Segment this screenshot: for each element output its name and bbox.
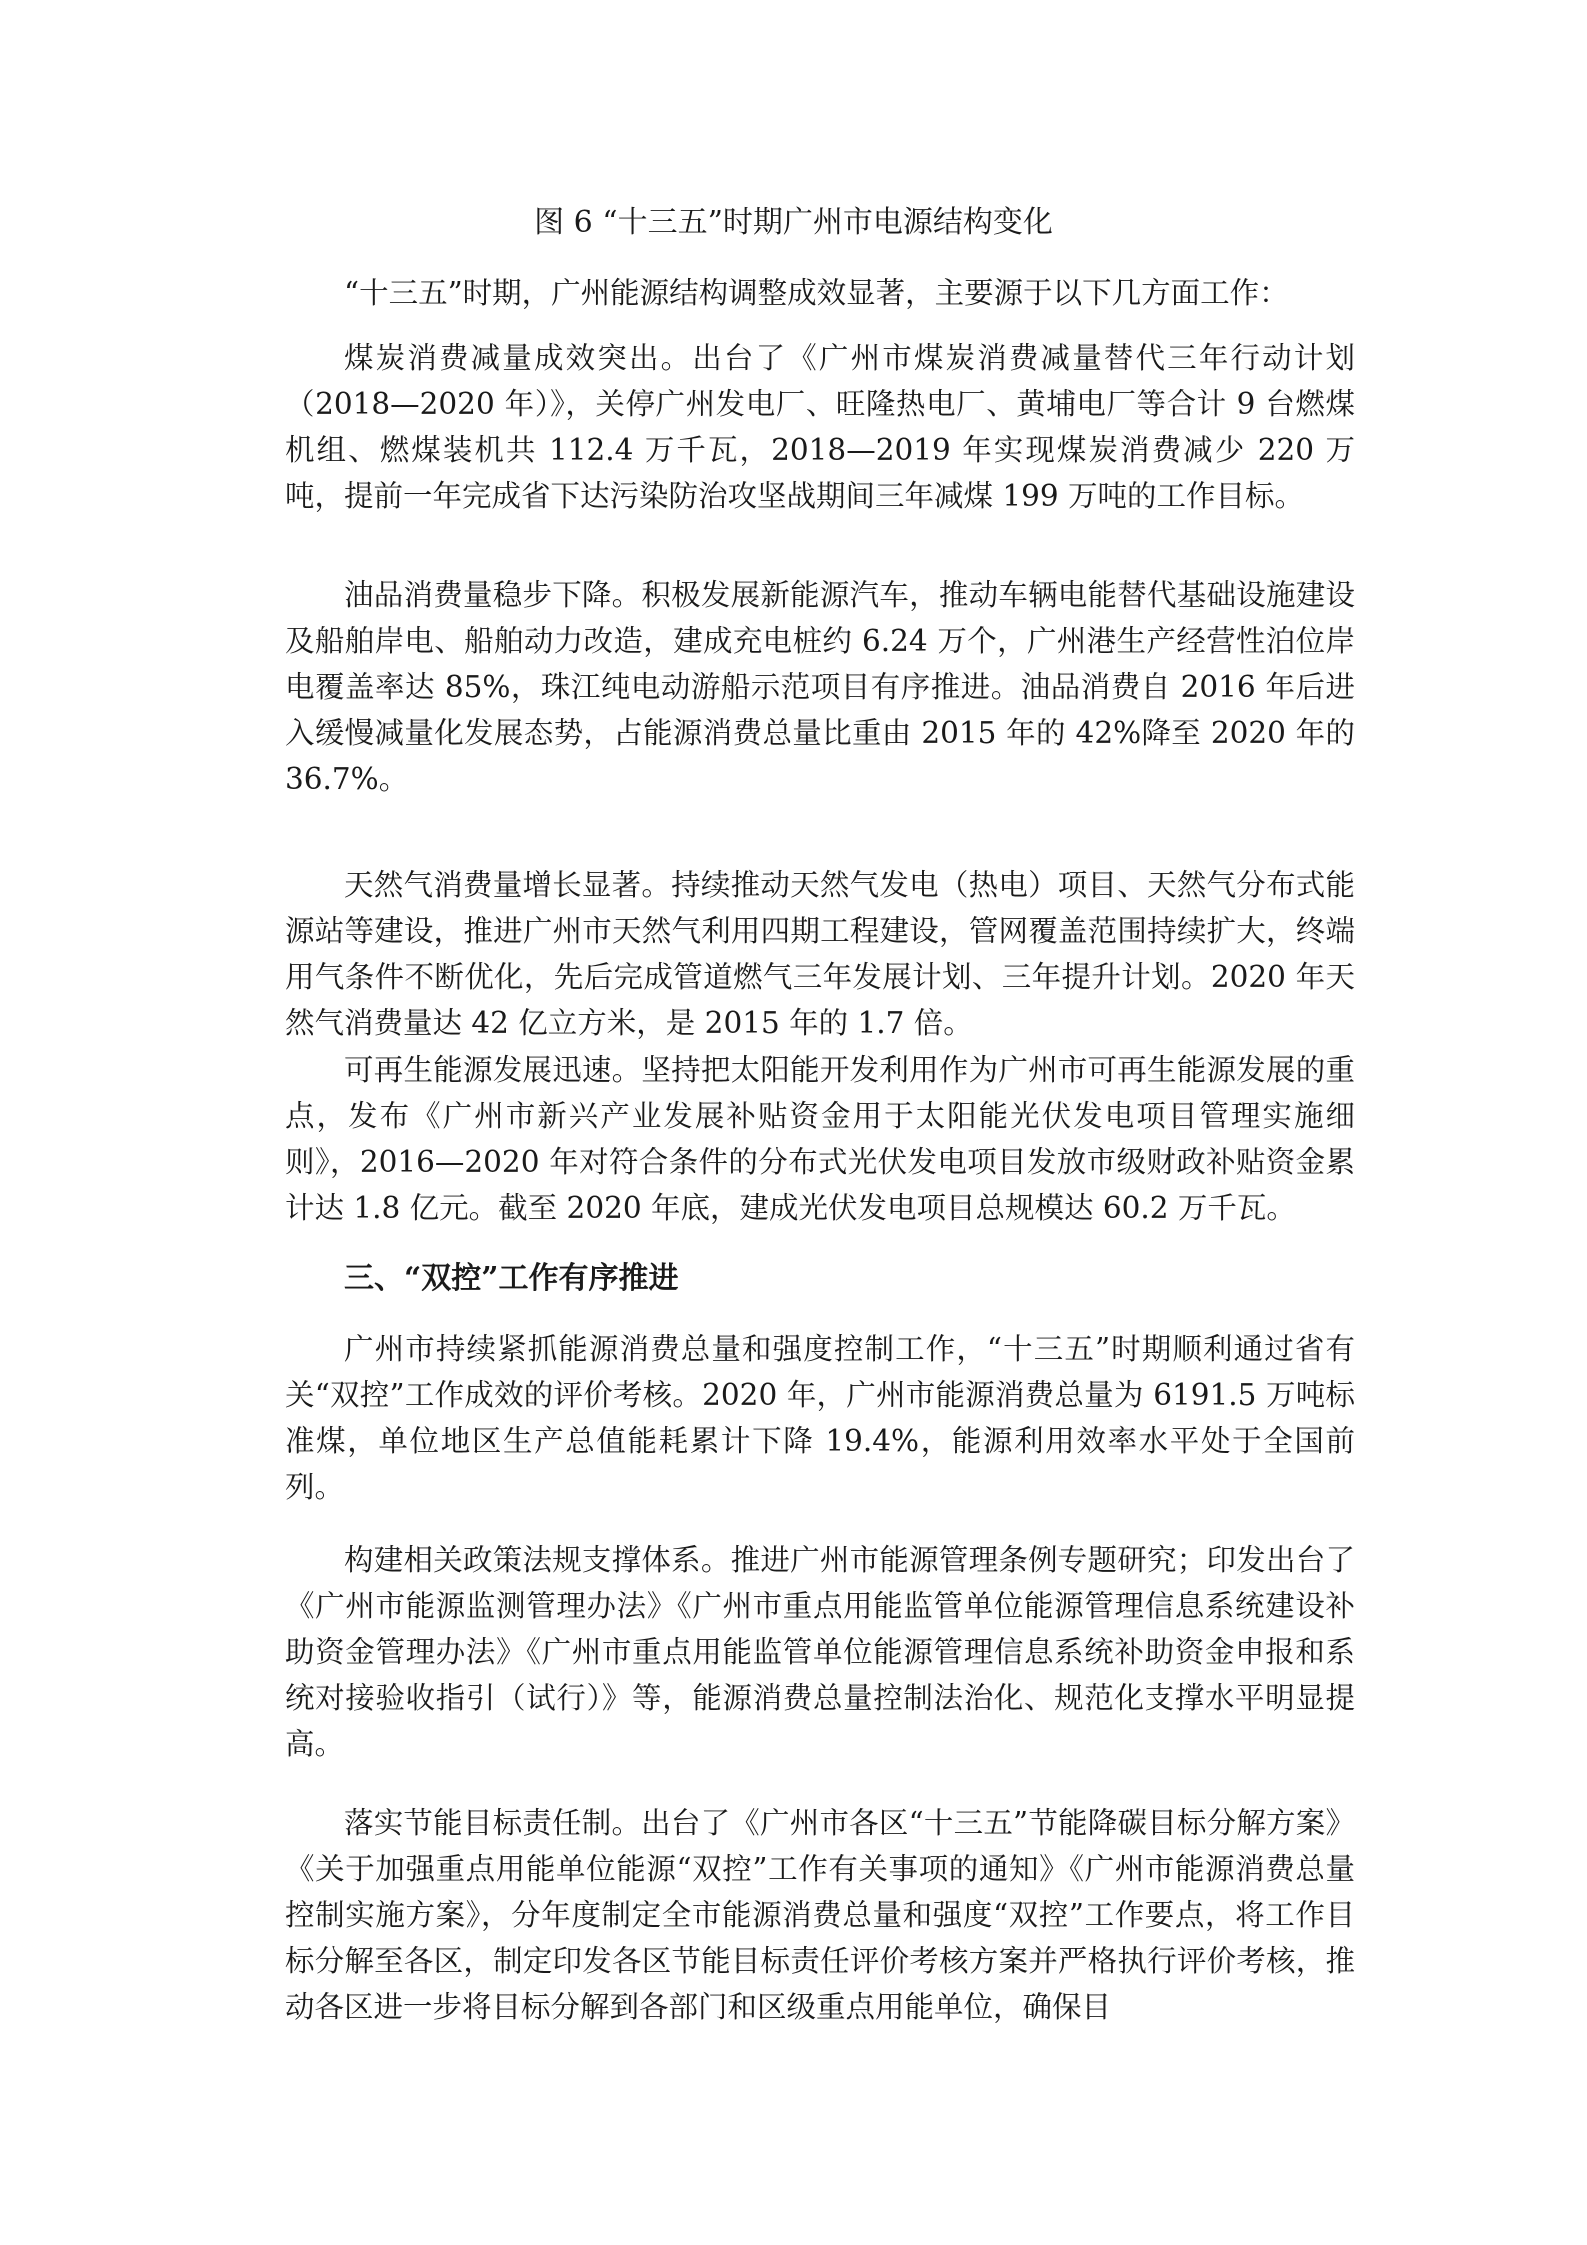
gas-paragraph: 天然气消费量增长显著。持续推动天然气发电（热电）项目、天然气分布式能源站等建设，推进广州市天然气利用四期工程建设，管网覆盖范围持续扩大，终端用气条件不断优化，先后完成管道燃气三年发展计划、三年提升计划。2020 年天然气消费量达 42 亿立方米，是 2015 年的 1.7 倍。 [285, 868, 1355, 1040]
figure-caption: 图 6 “十三五”时期广州市电源结构变化 [534, 205, 1053, 240]
responsibility-paragraph: 落实节能目标责任制。出台了《广州市各区“十三五”节能降碳目标分解方案》《关于加强重点用能单位能源“双控”工作有关事项的通知》《广州市能源消费总量控制实施方案》，分年度制定全市能源消费总量和强度“双控”工作要点，将工作目标分解至各区，制定印发各区节能目标责任评价考核方案并严格执行评价考核，推动各区进一步将目标分解到各部门和区级重点用能单位，确保目 [285, 1806, 1355, 2024]
coal-paragraph: 煤炭消费减量成效突出。出台了《广州市煤炭消费减量替代三年行动计划（2018—2020 年）》，关停广州发电厂、旺隆热电厂、黄埔电厂等合计 9 台燃煤机组、燃煤装机共 112.4 万千瓦，2018—2019 年实现煤炭消费减少 220 万吨，提前一年完成省下达污染防治攻坚战期间三年减煤 199 万吨的工作目标。 [285, 341, 1355, 513]
intro-paragraph: “十三五”时期，广州能源结构调整成效显著，主要源于以下几方面工作： [344, 276, 1289, 310]
renewable-paragraph: 可再生能源发展迅速。坚持把太阳能开发利用作为广州市可再生能源发展的重点，发布《广州市新兴产业发展补贴资金用于太阳能光伏发电项目管理实施细则》，2016—2020 年对符合条件的分布式光伏发电项目发放市级财政补贴资金累计达 1.8 亿元。截至 2020 年底，建成光伏发电项目总规模达 60.2 万千瓦。 [285, 1053, 1355, 1225]
section3-intro-paragraph: 广州市持续紧抓能源消费总量和强度控制工作，“十三五”时期顺利通过省有关“双控”工作成效的评价考核。2020 年，广州市能源消费总量为 6191.5 万吨标准煤，单位地区生产总值能耗累计下降 19.4%，能源利用效率水平处于全国前列。 [285, 1332, 1355, 1504]
policy-paragraph: 构建相关政策法规支撑体系。推进广州市能源管理条例专题研究；印发出台了《广州市能源监测管理办法》《广州市重点用能监管单位能源管理信息系统建设补助资金管理办法》《广州市重点用能监管单位能源管理信息系统补助资金申报和系统对接验收指引（试行）》等，能源消费总量控制法治化、规范化支撑水平明显提高。 [285, 1543, 1355, 1761]
oil-paragraph: 油品消费量稳步下降。积极发展新能源汽车，推动车辆电能替代基础设施建设及船舶岸电、船舶动力改造，建成充电桩约 6.24 万个，广州港生产经营性泊位岸电覆盖率达 85%，珠江纯电动游船示范项目有序推进。油品消费自 2016 年后进入缓慢减量化发展态势，占能源消费总量比重由 2015 年的 42%降至 2020 年的 36.7%。 [285, 578, 1355, 796]
section-heading: 三、“双控”工作有序推进 [344, 1261, 679, 1296]
